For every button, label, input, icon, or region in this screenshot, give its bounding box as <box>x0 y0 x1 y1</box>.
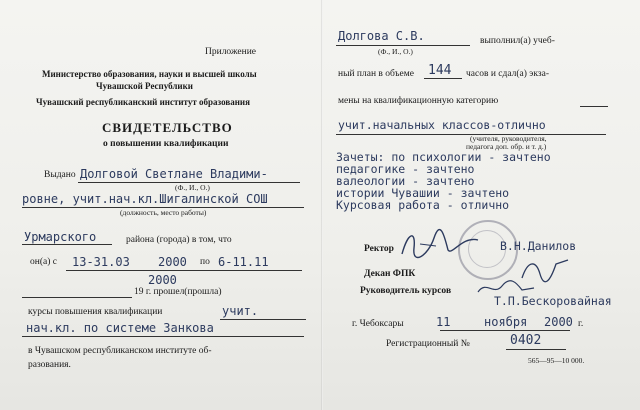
credit-line-3: валеологии - зачтено <box>336 174 475 188</box>
institute-name: Чувашский республиканский институт образования <box>36 97 250 107</box>
year2-value: 2000 <box>148 273 177 287</box>
category-value: учит.начальных классов-отлично <box>338 118 546 132</box>
period-prefix: он(а) с <box>30 257 57 267</box>
courses-value-1: учит. <box>222 304 259 318</box>
plan-suffix: часов и сдал(а) экза- <box>466 69 549 79</box>
document-title: СВИДЕТЕЛЬСТВО <box>102 120 233 135</box>
fold-line <box>321 0 323 410</box>
category-caption-1: (учителя, руководителя, <box>470 134 547 143</box>
registration-number: 0402 <box>510 333 542 348</box>
course-head-name: Т.П.Бескоровайная <box>494 294 612 308</box>
course-head-label: Руководитель курсов <box>360 286 452 296</box>
final-line-2: разования. <box>28 360 71 370</box>
period-to: по <box>200 257 210 267</box>
position-caption: (должность, место работы) <box>120 208 207 217</box>
city: г. Чебоксары <box>352 319 404 329</box>
rector-label: Ректор <box>364 244 394 254</box>
district-value: Урмарского <box>24 230 97 244</box>
annex-label: Приложение <box>205 47 256 57</box>
recipient-name-line-2: ровне, учит.нач.кл.Шигалинской СОШ <box>22 192 268 206</box>
holder-fio-caption: (Ф., И., О.) <box>378 47 413 56</box>
document-subtitle: о повышении квалификации <box>103 139 229 149</box>
rector-signature <box>400 226 480 260</box>
final-line-1: в Чувашском республиканском институте об- <box>28 346 212 356</box>
issued-to-label: Выдано <box>44 170 76 180</box>
period-start-year: 2000 <box>158 255 187 269</box>
credit-line-4: истории Чувашии - зачтено <box>336 186 510 200</box>
date-day: 11 <box>436 315 451 329</box>
registration-label: Регистрационный № <box>386 339 470 349</box>
courses-text: курсы повышения квалификации <box>28 307 163 317</box>
dean-label: Декан ФПК <box>364 269 416 279</box>
period-start: 13-31.03 <box>72 255 130 269</box>
exams-text: мены на квалификационную категорию <box>338 96 499 106</box>
recipient-name-line-1: Долговой Светлане Владими- <box>80 167 268 181</box>
ministry-line-2: Чувашской Республики <box>96 81 193 91</box>
plan-prefix: ный план в объеме <box>338 69 414 79</box>
date-year: 2000 <box>544 315 573 329</box>
completed-text: выполнил(а) учеб- <box>480 36 555 46</box>
district-text: района (города) в том, что <box>126 235 232 245</box>
holder-surname: Долгова С.В. <box>338 29 425 43</box>
category-caption-2: педагога доп. обр. и т. д.) <box>466 142 547 151</box>
hours-value: 144 <box>428 63 452 78</box>
date-month: ноября <box>484 315 528 329</box>
rector-name: В.Н.Данилов <box>500 239 577 253</box>
year2-suffix: 19 г. прошел(прошла) <box>134 287 222 297</box>
date-suffix: г. <box>578 319 584 329</box>
credit-line-1: Зачеты: по психологии - зачтено <box>336 150 551 164</box>
ministry-line-1: Министерство образования, науки и высшей школы <box>42 69 257 79</box>
courses-value-2: нач.кл. по системе Занкова <box>26 321 214 335</box>
fio-caption: (Ф., И., О.) <box>175 183 210 192</box>
period-end: 6-11.11 <box>218 255 269 269</box>
credit-line-2: педагогике - зачтено <box>336 162 475 176</box>
print-code: 565—95—10 000. <box>528 356 585 365</box>
credit-line-5: Курсовая работа - отлично <box>336 198 510 212</box>
